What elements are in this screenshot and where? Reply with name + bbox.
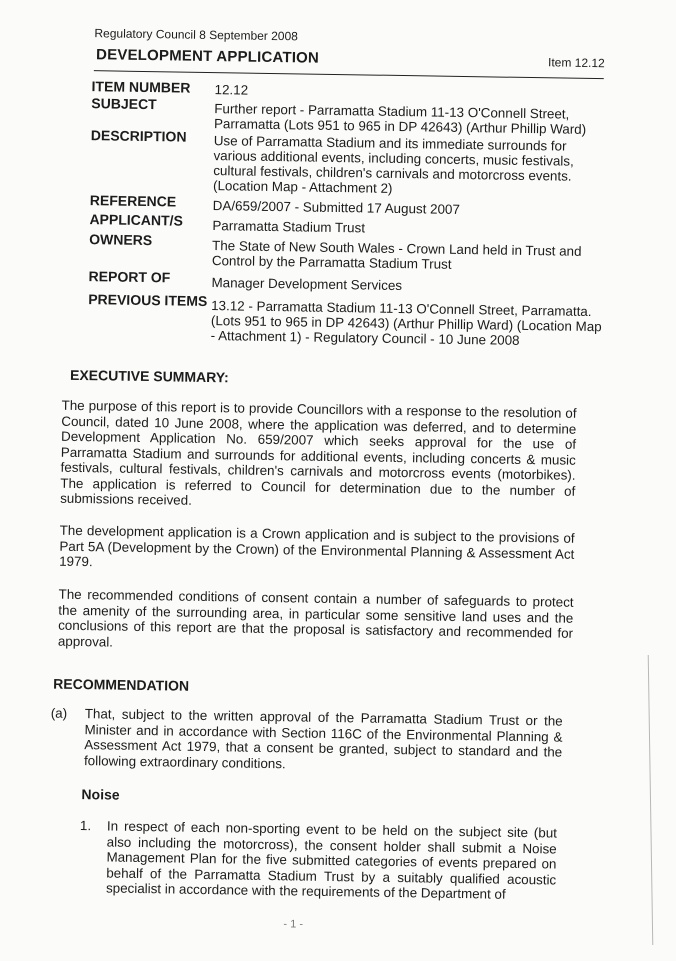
item-number-label: ITEM NUMBER — [91, 78, 191, 96]
previous-items-label: PREVIOUS ITEMS — [88, 291, 208, 309]
owners-value: The State of New South Wales - Crown Land held in Trust and Control by the Parramatta Stadium Trust — [211, 238, 582, 272]
applicants-value: Parramatta Stadium Trust — [212, 218, 366, 236]
meeting-header: Regulatory Council 8 September 2008 — [94, 26, 299, 44]
title-rule — [94, 70, 604, 79]
recommendation-heading: RECOMMENDATION — [53, 675, 190, 694]
item-number-value: 12.12 — [214, 82, 249, 98]
summary-paragraph: The purpose of this report is to provide Councillors with a response to the resolution of Council, dated 10 June 2008, where the application was deferred, and to determine Development Application No. 659/2007 which seeks approval for the use of Parramatta Stadium and surrounds for additional events, including concerts & music festivals, cultural festivals, children's carnivals and motorcross events (motorbikes). The application is referred to Council for determination due to the number of submissions received. — [60, 397, 577, 508]
applicants-label: APPLICANT/S — [89, 211, 183, 229]
previous-items-value: 13.12 - Parramatta Stadium 11-13 O'Connell Street, Parramatta. (Lots 951 to 965 in DP 42643) (Arthur Phillip Ward) (Location Map - Attachment 1) - Regulatory Council - 10 June 2008 — [210, 298, 602, 348]
recommendation-marker: (a) — [50, 705, 68, 721]
report-of-label: REPORT OF — [88, 268, 171, 286]
owners-label: OWNERS — [89, 231, 153, 249]
page-title: DEVELOPMENT APPLICATION — [95, 46, 320, 67]
reference-value: DA/659/2007 - Submitted 17 August 2007 — [212, 198, 461, 217]
description-label: DESCRIPTION — [90, 127, 187, 145]
description-value: Use of Parramatta Stadium and its immediate surrounds for various additional events, including concerts, music festivals, cultural festivals, children's carnivals and motorcross events. (Location Map - Attachment 2) — [212, 133, 574, 196]
condition-text: In respect of each non-sporting event to be held on the subject site (but also including the motorcross), the consent holder shall submit a Noise Management Plan for the five submitted categories of events prepared on behalf of the Parramatta Stadium Trust by a suitably qualified acoustic specialist in accordance with the requirements of the Department of — [105, 818, 558, 902]
noise-heading: Noise — [81, 786, 120, 803]
executive-summary-heading: EXECUTIVE SUMMARY: — [69, 366, 229, 386]
page-number: - 1 - — [283, 918, 304, 931]
recommendation-text: That, subject to the written approval of the Parramatta Stadium Trust or the Minister and in accordance with Section 116C of the Environmental Planning & Assessment Act 1979, that a consent be granted, subject to standard and the following extraordinary conditions. — [83, 706, 563, 771]
subject-label: SUBJECT — [91, 95, 157, 113]
condition-marker: 1. — [79, 818, 92, 834]
summary-paragraph: The recommended conditions of consent contain a number of safeguards to protect the amenity of the surrounding area, in particular some sensitive land uses and the conclusions of this report are that the proposal is satisfactory and recommended for approval. — [57, 586, 574, 650]
subject-value: Further report - Parramatta Stadium 11-13 O'Connell Street, Parramatta (Lots 951 to 965 in DP 42643) (Arthur Phillip Ward) — [213, 101, 587, 137]
item-tag: Item 12.12 — [547, 55, 605, 71]
reference-label: REFERENCE — [89, 192, 177, 210]
report-of-value: Manager Development Services — [211, 275, 403, 294]
summary-paragraph: The development application is a Crown application and is subject to the provisions of Part 5A (Development by the Crown) of the Environmental Planning & Assessment Act 1979. — [59, 522, 575, 570]
